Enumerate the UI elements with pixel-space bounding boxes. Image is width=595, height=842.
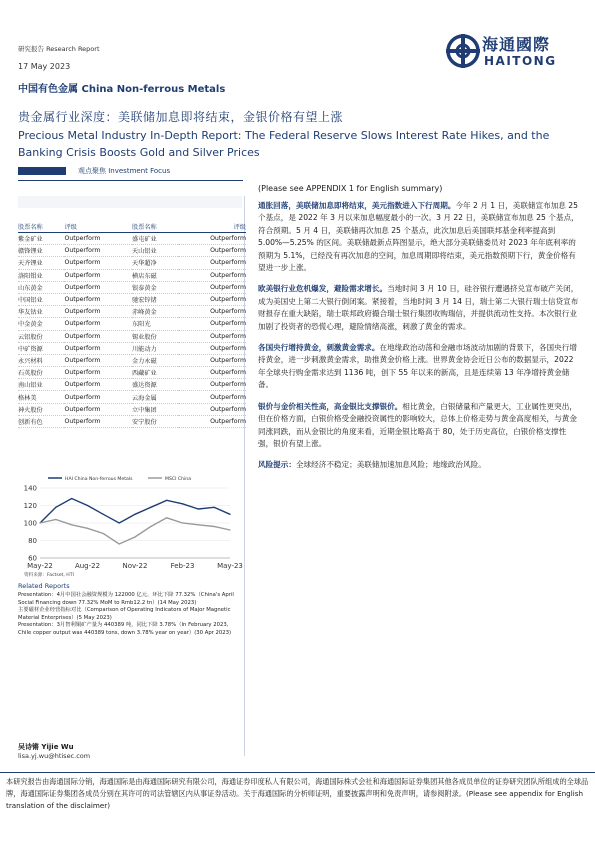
x-tick-label: Feb-23 xyxy=(170,562,195,570)
stock-name-cell: 南山铝业 xyxy=(18,379,64,391)
stock-name-cell: 天华超净 xyxy=(132,257,178,269)
focus-divider xyxy=(18,180,243,181)
table-row xyxy=(18,293,246,305)
y-tick-label: 100 xyxy=(23,519,37,528)
data-point xyxy=(150,526,151,527)
summary-text-4: 相比黄金，白银储量和产量更大，工业属性更突出，但在价格方面，白银价格受金融投资属性的影响较大，总体上价格走势与黄金高度相关，与黄金同涨同跌，而从金银比的角度来看，近期金银比略高于 80，处于历史高位，白银价格支撑性强，银价有望上涨。 xyxy=(258,401,577,448)
data-point xyxy=(229,514,230,515)
related-reports-list xyxy=(18,592,242,638)
y-tick-label: 120 xyxy=(23,502,37,510)
data-point xyxy=(71,498,72,499)
y-tick-label: 60 xyxy=(28,554,37,563)
data-point xyxy=(87,528,88,529)
stock-name-cell: 川能动力 xyxy=(132,342,178,354)
stock-name-cell: 金力永磁 xyxy=(132,354,178,366)
table-row xyxy=(18,281,246,293)
rating-cell: Outperform xyxy=(64,342,132,354)
data-point xyxy=(55,507,56,508)
logo-text-en: HAITONG xyxy=(484,54,557,68)
rating-cell: Outperform xyxy=(178,281,246,293)
author-name: 吴诗锵 Yijie Wu xyxy=(18,743,74,751)
report-date: 17 May 2023 xyxy=(18,62,71,71)
x-tick-label: Nov-22 xyxy=(122,562,148,570)
rating-cell: Outperform xyxy=(178,415,246,427)
data-point xyxy=(103,514,104,515)
table-row xyxy=(18,269,246,281)
haitong-logo xyxy=(446,30,586,76)
rating-cell: Outperform xyxy=(178,403,246,415)
stock-name-cell: 赣锋锂业 xyxy=(18,245,64,257)
table-row xyxy=(18,306,246,318)
rating-cell: Outperform xyxy=(64,306,132,318)
data-point xyxy=(134,514,135,515)
stock-name-cell: 东阳光 xyxy=(132,318,178,330)
data-point xyxy=(182,522,183,523)
rating-cell: Outperform xyxy=(178,330,246,342)
stock-name-cell: 永兴材料 xyxy=(18,354,64,366)
rating-cell: Outperform xyxy=(64,257,132,269)
table-row xyxy=(18,379,246,391)
series-line xyxy=(40,518,230,544)
rating-cell: Outperform xyxy=(178,306,246,318)
stock-name-cell: 横店东磁 xyxy=(132,269,178,281)
col-rating-2: 评级 xyxy=(178,220,246,233)
rating-cell: Outperform xyxy=(178,245,246,257)
summary-heading-2: 欧美银行业危机爆发，避险需求增长。 xyxy=(258,284,388,294)
stock-name-cell: 石英股份 xyxy=(18,367,64,379)
x-tick-label: May-23 xyxy=(217,562,243,570)
table-row xyxy=(18,245,246,257)
rating-cell: Outperform xyxy=(64,367,132,379)
summary-paragraph-4 xyxy=(258,401,580,451)
rating-cell: Outperform xyxy=(64,354,132,366)
footer-divider xyxy=(0,772,595,773)
stock-name-cell: 洛阳钼业 xyxy=(18,269,64,281)
rating-cell: Outperform xyxy=(178,379,246,391)
rating-cell: Outperform xyxy=(178,391,246,403)
report-type: 研究报告 Research Report xyxy=(18,45,100,53)
y-tick-label: 140 xyxy=(23,484,37,493)
table-row xyxy=(18,367,246,379)
data-point xyxy=(87,505,88,506)
table-row xyxy=(18,391,246,403)
ratings-header-row xyxy=(18,220,246,233)
stock-name-cell: 赤峰黄金 xyxy=(132,306,178,318)
stock-name-cell: 山东黄金 xyxy=(18,281,64,293)
rating-cell: Outperform xyxy=(64,403,132,415)
stock-name-cell: 西藏矿业 xyxy=(132,367,178,379)
chart-source: 资料来源：Factset, HTI xyxy=(24,573,74,578)
data-point xyxy=(71,524,72,525)
data-point xyxy=(39,522,40,523)
rating-cell: Outperform xyxy=(64,379,132,391)
table-row xyxy=(18,330,246,342)
focus-bar xyxy=(18,167,66,175)
summary-text-1: 今年 2 月 1 日，美联储宣布加息 25 个基点，是 2022 年 3 月以来加息幅度最小的一次。3 月 22 日，美联储宣布加息 25 个基点，符合预期。5 月 4 日，美联储再次加息 25 个基点，此次加息后美国联邦基金利率提高到 5.00%—5.25% 的区间。美联储最新点阵图显示，绝大部分美联储委员对 2023 年年底利率的预期为 5.1%，已经没有再次加息的空间，加息周期即将结束，美元指数预期下行，黄金价格有望进一步上涨。 xyxy=(258,201,579,273)
rating-cell: Outperform xyxy=(64,233,132,245)
stock-name-cell: 立中集团 xyxy=(132,403,178,415)
stock-name-cell: 神火股份 xyxy=(18,403,64,415)
stock-name-cell: 紫金矿业 xyxy=(18,233,64,245)
summary-text-2: 当地时间 3 月 10 日，硅谷银行遭遇挤兑宣布破产关闭，成为美国史上第二大银行倒闭案。紧接着，当地时间 3 月 14 日，瑞士第二大银行瑞士信贷宣布财报存在重大缺陷，瑞士联邦政府撮合瑞士银行集团收购瑞信，并提供流动性支持。本次银行业加剧了投资者的恐慌心理，避险情绪高涨，刺激了黄金的需求。 xyxy=(258,284,579,331)
summary-paragraph-2 xyxy=(258,283,580,333)
data-point xyxy=(150,507,151,508)
summary-paragraph-1 xyxy=(258,200,580,274)
stock-name-cell: 云海金属 xyxy=(132,391,178,403)
ratings-table xyxy=(18,220,246,428)
rating-cell: Outperform xyxy=(178,354,246,366)
rating-cell: Outperform xyxy=(64,330,132,342)
risk-text: 全球经济不稳定；美联储加速加息风险；地缘政治风险。 xyxy=(295,460,486,470)
stock-name-cell: 盛达资源 xyxy=(132,379,178,391)
data-point xyxy=(229,529,230,530)
data-point xyxy=(55,519,56,520)
report-title-en: Precious Metal Industry In-Depth Report: The Federal Reserve Slows Interest Rate Hikes, and the Banking Crisis Boosts Gold and Silver Prices xyxy=(18,129,550,159)
data-point xyxy=(198,524,199,525)
data-point xyxy=(119,522,120,523)
stock-name-cell: 银泰黄金 xyxy=(132,281,178,293)
rating-cell: Outperform xyxy=(178,257,246,269)
table-row xyxy=(18,257,246,269)
rating-cell: Outperform xyxy=(178,342,246,354)
stock-name-cell: 天齐锂业 xyxy=(18,257,64,269)
data-point xyxy=(214,507,215,508)
stock-name-cell: 创新有色 xyxy=(18,415,64,427)
stock-name-cell: 中国铝业 xyxy=(18,293,64,305)
stock-name-cell: 华友钴业 xyxy=(18,306,64,318)
author-email[interactable]: lisa.yj.wu@htisec.com xyxy=(18,752,91,760)
col-stock-name-1: 股票名称 xyxy=(18,220,64,233)
summary-heading-1: 通胀回落，美联储加息即将结束，美元指数进入下行周期。 xyxy=(258,201,456,210)
data-point xyxy=(134,536,135,537)
data-point xyxy=(198,508,199,509)
legend-label: MSCI China xyxy=(165,477,192,482)
performance-chart-svg xyxy=(18,472,243,580)
related-report-item[interactable]: 主要磁材企业经营指标对比（Comparison of Operating Indicators of Major Magnetic Material Enterprises）(5 May 2023) xyxy=(18,607,231,621)
table-row xyxy=(18,233,246,245)
rating-cell: Outperform xyxy=(64,245,132,257)
data-point xyxy=(182,503,183,504)
stock-name-cell: 锡业股份 xyxy=(132,330,178,342)
logo-text-cn: 海通國際 xyxy=(482,35,551,54)
report-title-cn: 贵金属行业深度：美联储加息即将结束，金银价格有望上涨 xyxy=(18,110,344,124)
summary-text-3: 在地缘政治动荡和金融市场波动加剧的背景下，各国央行增持黄金，进一步刺激黄金需求，助推黄金价格上涨。世界黄金协会近日公布的数据显示，2022 年全球央行购金需求达到 1136 吨，创下 55 年以来的新高，且是连续第 13 年净增持黄金储备。 xyxy=(258,343,577,390)
stock-name-cell: 格林美 xyxy=(18,391,64,403)
sector-title: 中国有色金属 China Non-ferrous Metals xyxy=(18,84,226,95)
y-tick-label: 80 xyxy=(28,537,37,545)
table-row xyxy=(18,342,246,354)
x-tick-label: Aug-22 xyxy=(74,562,101,570)
legend-label: HAI China Non-ferrous Metals xyxy=(65,477,133,482)
performance-chart xyxy=(18,472,243,580)
summary-heading-4: 银价与金价相关性高，高金银比支撑银价。 xyxy=(258,401,403,411)
rating-cell: Outperform xyxy=(64,415,132,427)
stock-name-cell: 中金黄金 xyxy=(18,318,64,330)
haitong-logo-icon xyxy=(446,34,480,68)
summary-heading-3: 各国央行增持黄金，刺激黄金需求。 xyxy=(258,343,380,353)
risk-heading: 风险提示： xyxy=(258,460,296,470)
rating-cell: Outperform xyxy=(64,391,132,403)
rating-cell: Outperform xyxy=(64,318,132,330)
ratings-body xyxy=(18,233,246,428)
stock-name-cell: 中矿资源 xyxy=(18,342,64,354)
data-point xyxy=(119,543,120,544)
rating-cell: Outperform xyxy=(178,293,246,305)
data-point xyxy=(166,500,167,501)
investment-focus-label: 观点聚焦 Investment Focus xyxy=(78,167,171,175)
table-row xyxy=(18,403,246,415)
stock-name-cell: 云铝股份 xyxy=(18,330,64,342)
rating-cell: Outperform xyxy=(64,269,132,281)
table-row xyxy=(18,415,246,427)
col-rating-1: 评级 xyxy=(64,220,132,233)
summary-paragraph-3 xyxy=(258,342,580,392)
table-row xyxy=(18,354,246,366)
data-point xyxy=(103,533,104,534)
data-point xyxy=(214,526,215,527)
related-report-item[interactable]: Presentation：4月中国社会融资规模为 122000 亿元，环比下降 77.32%（China's April Social Financing down 77.32% MoM to Rmb12.2 tn）(14 May 2023) xyxy=(18,592,234,606)
stock-name-cell: 安宁股份 xyxy=(132,415,178,427)
col-stock-name-2: 股票名称 xyxy=(132,220,178,233)
rating-cell: Outperform xyxy=(178,367,246,379)
ratings-header-band xyxy=(18,196,242,208)
x-tick-label: May-22 xyxy=(27,562,53,570)
related-report-item[interactable]: Presentation：3月智利铜矿产量为 440389 吨，同比下降 3.78%（In February 2023, Chile copper output was 440389 tons, down 3.78% year on year）(30 Apr 2023) xyxy=(18,622,232,636)
rating-cell: Outperform xyxy=(64,281,132,293)
summary-body xyxy=(258,200,580,481)
series-line xyxy=(40,499,230,524)
related-reports-title: Related Reports xyxy=(18,582,70,590)
rating-cell: Outperform xyxy=(178,269,246,281)
stock-name-cell: 天山铝业 xyxy=(132,245,178,257)
stock-name-cell: 驰宏锌锗 xyxy=(132,293,178,305)
rating-cell: Outperform xyxy=(178,233,246,245)
rating-cell: Outperform xyxy=(178,318,246,330)
summary-paragraph-5 xyxy=(258,459,580,471)
rating-cell: Outperform xyxy=(64,293,132,305)
footer-disclaimer: 本研究报告由海通国际分销，海通国际是由海通国际研究有限公司，海通证券印度私人有限公司，海通国际株式会社和海通国际证券集团其他各成员单位的证券研究团队所组成的全球品牌，海通国际证券集团各成员分别在其许可的司法管辖区内从事证券活动。关于海通国际的分析师证明，重要披露声明和免责声明，请参阅附录。(Please see appendix for English translation of the disclaimer) xyxy=(6,777,589,810)
data-point xyxy=(166,517,167,518)
stock-name-cell: 盛屯矿业 xyxy=(132,233,178,245)
table-row xyxy=(18,318,246,330)
appendix-note: (Please see APPENDIX 1 for English summary) xyxy=(258,184,443,193)
